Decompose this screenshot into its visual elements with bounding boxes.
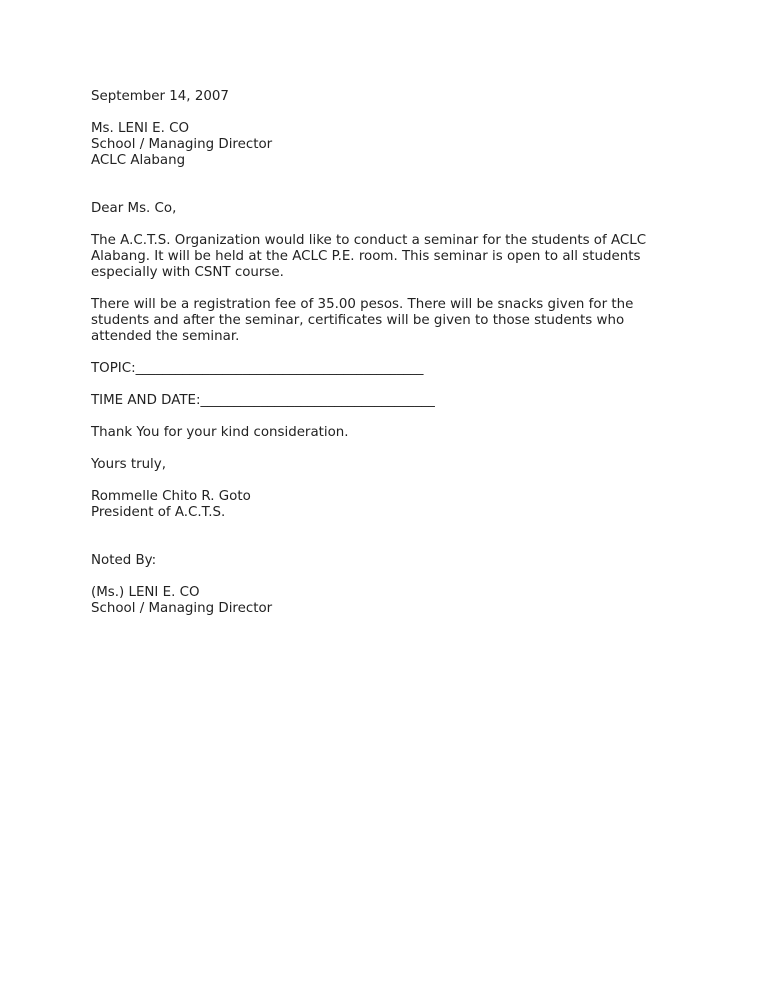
paragraph-line: students and after the seminar, certificates will be given to those students who (91, 313, 625, 328)
thanks-line: Thank You for your kind consideration. (91, 425, 349, 440)
spacer (91, 217, 681, 233)
recipient-block (91, 121, 681, 169)
spacer (91, 345, 681, 361)
recipient-name: Ms. LENI E. CO (91, 121, 190, 136)
noted-name: (Ms.) LENI E. CO (91, 585, 200, 600)
spacer (91, 409, 681, 425)
paragraph-line: attended the seminar. (91, 329, 240, 344)
letter-date: September 14, 2007 (91, 89, 229, 104)
paragraph-line: especially with CSNT course. (91, 265, 284, 280)
noted-title: School / Managing Director (91, 601, 273, 616)
closing: Yours truly, (91, 457, 166, 472)
paragraph-1 (91, 233, 681, 281)
spacer (91, 441, 681, 457)
spacer (91, 569, 681, 585)
spacer (91, 169, 681, 201)
paragraph-line: There will be a registration fee of 35.00 pesos. There will be snacks given for the (91, 297, 634, 312)
salutation: Dear Ms. Co, (91, 201, 177, 216)
noted-by-label: Noted By: (91, 553, 157, 568)
recipient-title: School / Managing Director (91, 137, 273, 152)
recipient-org: ACLC Alabang (91, 153, 186, 168)
paragraph-line: Alabang. It will be held at the ACLC P.E. room. This seminar is open to all students (91, 249, 641, 264)
sender-block (91, 489, 681, 521)
spacer (91, 105, 681, 121)
noted-block (91, 585, 681, 617)
sender-name: Rommelle Chito R. Goto (91, 489, 251, 504)
paragraph-2 (91, 297, 681, 345)
spacer (91, 377, 681, 393)
paragraph-line: The A.C.T.S. Organization would like to conduct a seminar for the students of ACLC (91, 233, 647, 248)
spacer (91, 521, 681, 553)
sender-title: President of A.C.T.S. (91, 505, 226, 520)
spacer (91, 473, 681, 489)
spacer (91, 281, 681, 297)
letter-body (91, 89, 681, 617)
time-date-field: TIME AND DATE:___________________________________ (91, 393, 435, 408)
topic-field: TOPIC:___________________________________________ (91, 361, 424, 376)
